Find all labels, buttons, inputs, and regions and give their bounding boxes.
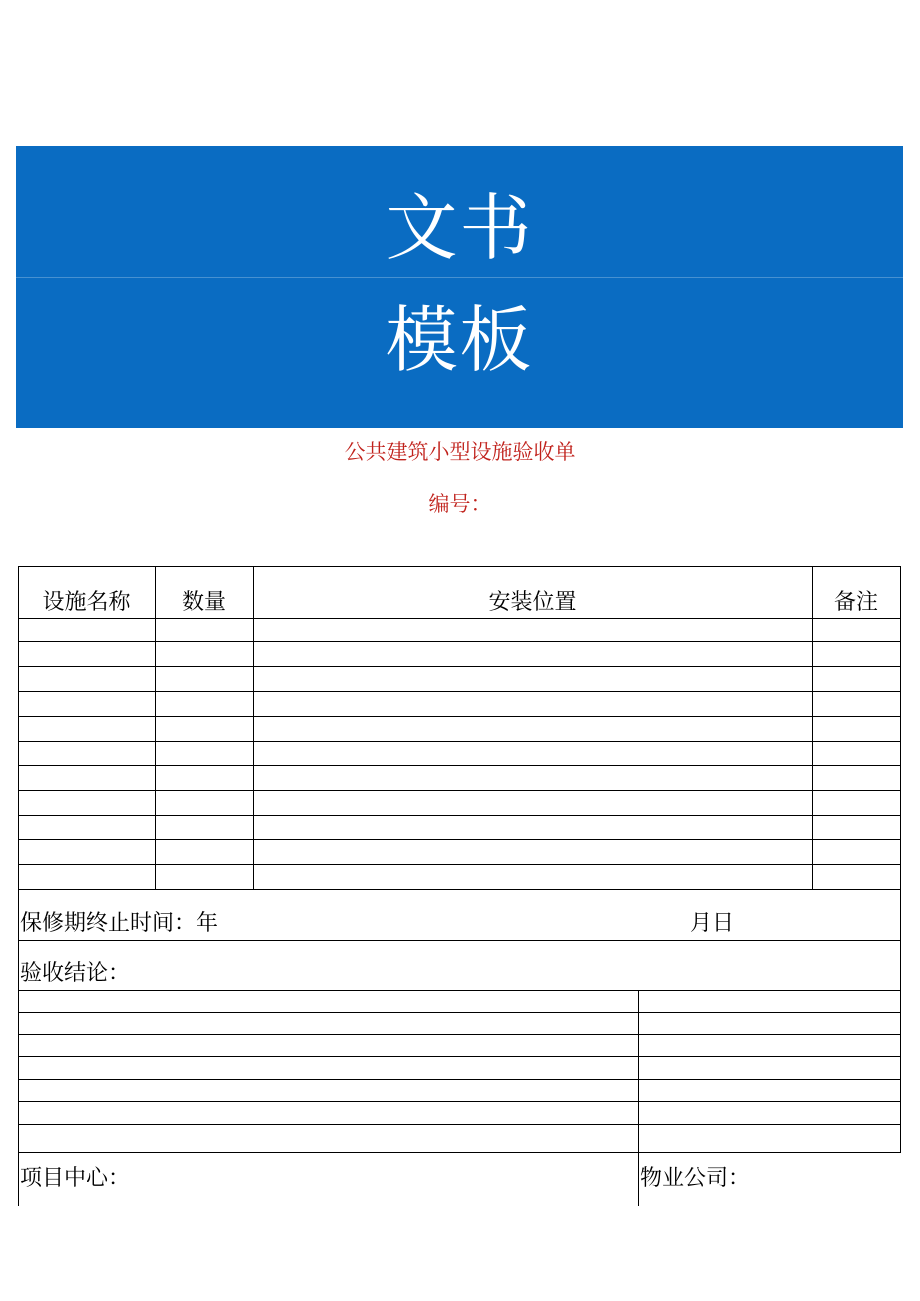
cover-banner bbox=[16, 146, 903, 428]
header-install-location: 安装位置 bbox=[488, 590, 577, 615]
table-line bbox=[18, 990, 901, 991]
table-line bbox=[18, 618, 901, 619]
table-line bbox=[18, 641, 901, 642]
warranty-end-label: 保修期终止时间：年 bbox=[20, 911, 219, 936]
table-line bbox=[638, 990, 639, 1206]
table-line bbox=[18, 741, 901, 742]
table-line bbox=[900, 566, 901, 1152]
acceptance-conclusion-label: 验收结论： bbox=[20, 961, 131, 986]
table-line bbox=[18, 864, 901, 865]
table-line bbox=[18, 1056, 901, 1057]
table-line bbox=[18, 666, 901, 667]
table-line bbox=[18, 1079, 901, 1080]
warranty-month-day: 月日 bbox=[690, 911, 735, 936]
table-line bbox=[18, 1034, 901, 1035]
table-line bbox=[18, 691, 901, 692]
banner-divider bbox=[16, 277, 903, 278]
table-line bbox=[18, 889, 901, 890]
table-line bbox=[18, 1101, 901, 1102]
document-number-label: 编号： bbox=[428, 492, 492, 516]
banner-title-line-1: 文书 bbox=[385, 186, 534, 270]
header-facility-name: 设施名称 bbox=[42, 590, 131, 615]
table-line bbox=[18, 716, 901, 717]
header-quantity: 数量 bbox=[181, 590, 226, 615]
table-line bbox=[18, 566, 19, 1206]
banner-title-line-2: 模板 bbox=[385, 298, 534, 382]
table-line bbox=[18, 1124, 901, 1125]
property-company-label: 物业公司： bbox=[640, 1166, 751, 1191]
document-title: 公共建筑小型设施验收单 bbox=[344, 440, 576, 464]
table-line bbox=[18, 940, 901, 941]
table-line bbox=[18, 790, 901, 791]
table-line bbox=[18, 815, 901, 816]
header-remarks: 备注 bbox=[833, 590, 878, 615]
table-line bbox=[18, 1152, 901, 1153]
acceptance-form-table bbox=[18, 566, 901, 1206]
project-center-label: 项目中心： bbox=[20, 1166, 131, 1191]
table-line bbox=[18, 765, 901, 766]
table-line bbox=[18, 1012, 901, 1013]
table-line bbox=[18, 566, 901, 567]
table-line bbox=[18, 839, 901, 840]
